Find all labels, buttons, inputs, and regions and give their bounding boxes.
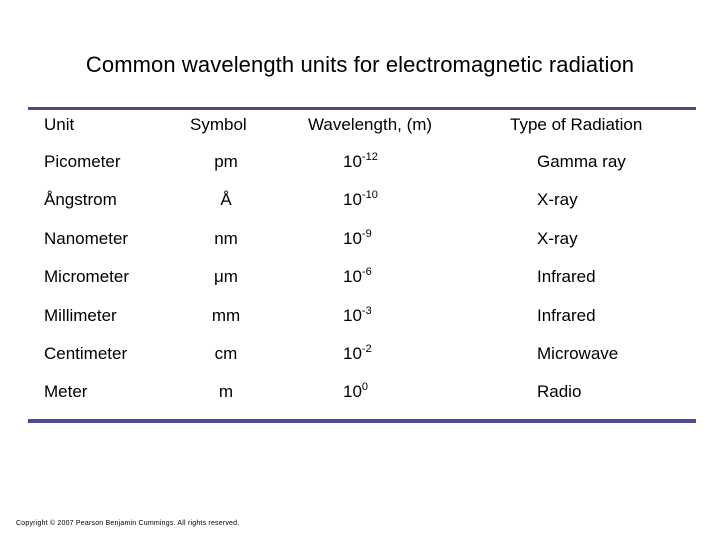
table-cell-wavelength	[343, 343, 372, 365]
table-cell-symbol	[211, 228, 241, 250]
table-cell-radiation-type: Microwave	[537, 344, 619, 363]
symbol-text: m	[218, 382, 234, 401]
symbol-text: μm	[214, 267, 238, 286]
symbol-text: Å	[220, 190, 232, 209]
table-cell-wavelength	[343, 305, 372, 327]
symbol-text: mm	[211, 306, 241, 325]
table-cell-radiation-type: X-ray	[537, 229, 578, 248]
wavelength-base: 10	[343, 190, 362, 209]
table-cell-symbol	[211, 151, 241, 173]
table-cell-radiation-type: X-ray	[537, 190, 578, 209]
wavelength-base: 10	[343, 344, 362, 363]
table-cell-wavelength	[343, 266, 372, 288]
table-cell-wavelength	[343, 381, 368, 403]
header-type: Type of Radiation	[510, 115, 643, 134]
header-wavelength: Wavelength, (m)	[308, 115, 433, 134]
copyright-notice: Copyright © 2007 Pearson Benjamin Cummings. All rights reserved.	[16, 520, 240, 527]
table-cell-unit: Micrometer	[44, 267, 130, 286]
table-cell-wavelength	[343, 228, 372, 250]
table-cell-radiation-type: Infrared	[537, 267, 596, 286]
table-bottom-rule	[28, 419, 696, 423]
table-cell-wavelength	[343, 189, 378, 211]
page-title: Common wavelength units for electromagnetic radiation	[85, 52, 635, 77]
table-cell-symbol	[211, 381, 241, 403]
wavelength-exponent: -3	[361, 305, 372, 317]
wavelength-exponent: -10	[361, 189, 378, 201]
wavelength-exponent: -12	[361, 151, 378, 163]
wavelength-base: 10	[343, 229, 362, 248]
wavelength-exponent: -9	[361, 228, 372, 240]
symbol-text: pm	[214, 152, 238, 171]
table-cell-unit: Picometer	[44, 152, 121, 171]
header-unit: Unit	[44, 115, 75, 134]
symbol-text: nm	[214, 229, 238, 248]
wavelength-exponent: -2	[361, 343, 372, 355]
wavelength-base: 10	[343, 152, 362, 171]
wavelength-exponent: -6	[361, 266, 372, 278]
header-symbol: Symbol	[190, 115, 247, 134]
table-cell-unit: Centimeter	[44, 344, 128, 363]
table-cell-radiation-type: Infrared	[537, 306, 596, 325]
table-cell-symbol	[211, 266, 241, 288]
wavelength-exponent: 0	[361, 381, 369, 393]
table-cell-radiation-type: Gamma ray	[537, 152, 626, 171]
symbol-text: cm	[214, 344, 238, 363]
table-cell-unit: Meter	[44, 382, 88, 401]
wavelength-base: 10	[343, 267, 362, 286]
table-top-rule	[28, 107, 696, 110]
table-cell-unit: Nanometer	[44, 229, 129, 248]
table-cell-symbol	[211, 305, 241, 327]
table-cell-symbol	[211, 189, 241, 211]
table-cell-radiation-type: Radio	[537, 382, 582, 401]
wavelength-base: 10	[343, 382, 362, 401]
table-cell-symbol	[211, 343, 241, 365]
table-cell-unit: Ångstrom	[44, 190, 117, 209]
table-cell-unit: Millimeter	[44, 306, 117, 325]
wavelength-base: 10	[343, 306, 362, 325]
table-cell-wavelength	[343, 151, 378, 173]
